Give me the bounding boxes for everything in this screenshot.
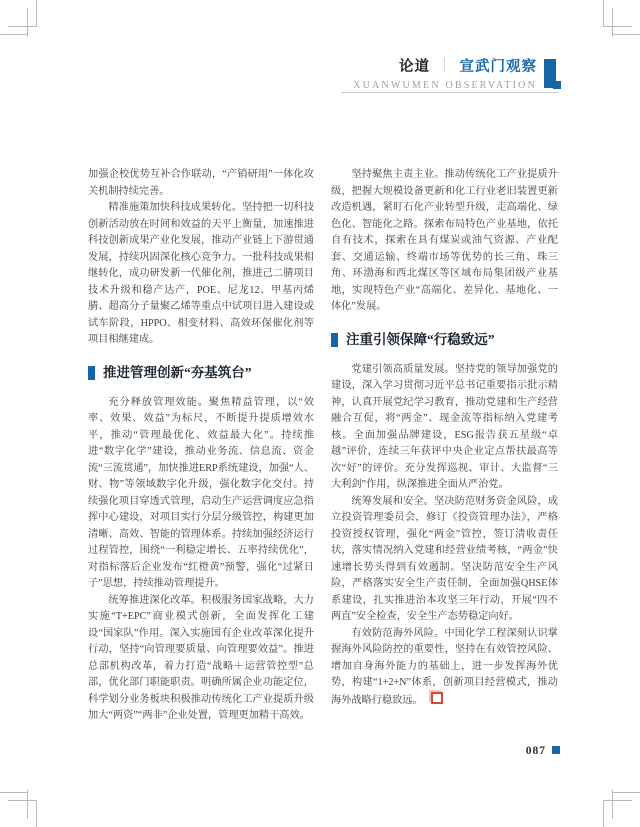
section-title-zh: 论道 xyxy=(399,59,430,75)
heading-marker-icon xyxy=(331,333,338,347)
section-heading-management-innovation xyxy=(88,364,314,382)
section-heading-leadership-guarantee xyxy=(331,331,558,349)
paragraph-university-cooperation: 加强企校优势互补合作联动，“产销研用”一体化攻关机制持续完善。 xyxy=(88,169,314,197)
paragraph-management-efficiency: 充分释放管理效能。聚焦精益管理，以“效率、效果、效益”为标尺，不断提升提质增效水平，推动“管理最优化、效益最大化”。持续推进“数字化学”建设，推动业务流、信息流、资金流“三流贯通”，加快推进ERP系统建设，加强“人、财、物”等领域数字化升级，强化数字化交付。持续强化项目穿透式管理，启动生产运营调度应急指挥中心建设，对项目实行分层分级管控，构建更加清晰、高效、智能的管理体系。持续加强经济运行过程管控，围绕“一利稳定增长、五率持续优化”，对指标落后企业发布“红橙黄”预警，强化“过紧日子”思想，持续推动管理提升。 xyxy=(88,396,314,589)
paragraph-party-building: 党建引领高质量发展。坚持党的领导加强党的建设，深入学习贯彻习近平总书记重要指示批示精神，认真开展党纪学习教育，推动党建和生产经营融合互促，将“两金”、现金流等指标纳入党建考核。全面加强品牌建设，ESG报告获五星级“卓越”评价，连续三年获评中央企业定点帮扶最高等次“好”的评价。充分发挥巡视、审计、大监督“三大利剑”作用，纵深推进全面从严治党。 xyxy=(331,363,558,490)
crop-mark-top-left-icon xyxy=(0,0,37,37)
heading-marker-icon xyxy=(88,366,95,380)
masthead-divider: ｜ xyxy=(437,59,453,75)
article-left-column xyxy=(88,167,314,725)
paragraph-deepening-reform: 统筹推进深化改革。积极服务国家战略，大力实施“T+EPC”商业模式创新，全面发挥化工建设“国家队”作用。深入实施国有企业改革深化提升行动，坚持“向管理要质量、向管理要效益”。推进总部机构改革，着力打造“战略＋运营管控型”总部，优化部门职能职责。明确所属企业功能定位，科学划分业务板块积极推动传统化工产业提质升级加大“两资”“两非”企业处置，管理更加精干高效。 xyxy=(88,594,314,721)
masthead-title-zh xyxy=(353,55,537,76)
masthead-rule xyxy=(341,92,559,93)
magazine-title-zh: 宣武门观察 xyxy=(459,59,537,75)
page-number: 087 xyxy=(525,745,546,757)
page-number-marker-icon xyxy=(552,746,560,754)
crop-mark-top-right-icon xyxy=(603,0,640,37)
crop-mark-bottom-right-icon xyxy=(603,790,640,827)
article-end-icon xyxy=(431,692,443,704)
masthead xyxy=(353,55,537,91)
magazine-title-en: XUANWUMEN OBSERVATION xyxy=(353,80,537,91)
paragraph-overseas-text: 有效防范海外风险。中国化学工程深刻认识掌握海外风险防控的重要性，坚持在有效管控风险、增加自身海外能力的基础上，进一步发挥海外优势，构建“1+2+N”体系，创新项目经营模式，推动海外战略行稳致远。 xyxy=(331,627,558,706)
masthead-logo-icon xyxy=(544,59,562,90)
paragraph-development-safety: 统筹发展和安全。坚决防范财务资金风险，成立投资管理委员会，修订《投资管理办法》，严格投资授权管理，强化“两金”管控，签订清收责任状，落实情况纳入党建和经营业绩考核，“两金”快速增长势头得到有效遏制。坚决防范安全生产风险，严格落实安全生产责任制，全面加强QHSE体系建设，扎实推进治本攻坚三年行动，开展“四不两直”安全检查，安全生产态势稳定向好。 xyxy=(331,495,558,622)
paragraph-core-business: 坚持聚焦主责主业。推动传统化工产业提质升级，把握大规模设备更新和化工行业老旧装置更新改造机遇，紧盯石化产业转型升级，走高端化、绿色化、智能化之路。探索布局特色产业基地，依托自有技术，探索在具有煤炭或油气资源、产业配套、交通运输、终端市场等优势的长三角、珠三角、环渤海和西北煤区等区域布局集团级产业基地，实现特色产业“高端化、差异化、基地化、一体化”发展。 xyxy=(331,169,558,312)
article-right-column xyxy=(331,167,558,709)
paragraph-tech-commercialization: 精准施策加快科技成果转化。坚持把一切科技创新活动放在时间和效益的天平上衡量，加速推进科技创新成果产业化发展，推动产业链上下游贯通发展，持续巩固深化核心竞争力。一批科技成果相继转化，成功研发新一代催化剂，推进己二腈项目技术升级和稳产达产，POE、尼龙12、甲基丙烯腈、超高分子量聚乙烯等重点中试项目进入建设或试车阶段，HPPO、相变材料、高效环保催化剂等项目相继建成。 xyxy=(88,202,314,345)
folio xyxy=(0,745,560,757)
paragraph-overseas-risk xyxy=(331,626,558,710)
section-heading-text: 注重引领保障“行稳致远” xyxy=(346,331,495,347)
crop-mark-bottom-left-icon xyxy=(0,790,37,827)
section-heading-text: 推进管理创新“夯基筑台” xyxy=(103,364,252,380)
